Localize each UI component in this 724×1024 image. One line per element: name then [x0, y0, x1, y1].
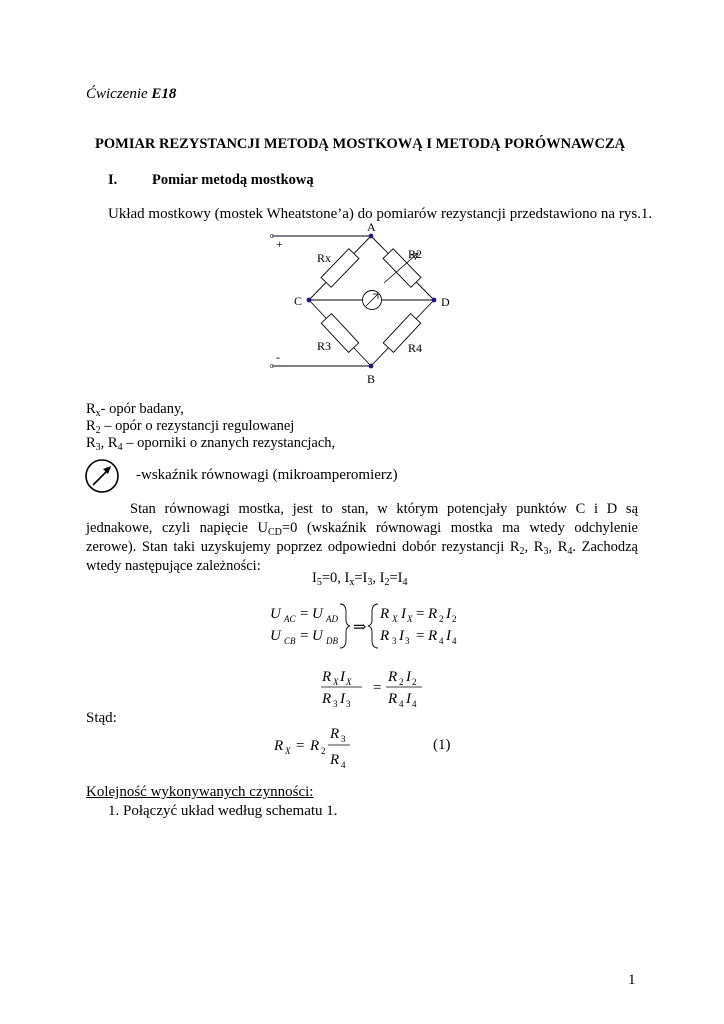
svg-text:3: 3 — [392, 636, 397, 646]
svg-text:U: U — [312, 628, 323, 644]
stad-label: Stąd: — [86, 710, 117, 726]
svg-text:R: R — [330, 726, 340, 742]
svg-text:3: 3 — [333, 699, 338, 709]
svg-text:X: X — [333, 677, 339, 687]
svg-text:I: I — [399, 628, 404, 644]
svg-text:U: U — [270, 606, 281, 622]
svg-text:R: R — [322, 691, 332, 707]
equation-number: (1) — [433, 737, 451, 753]
svg-text:=: = — [300, 606, 309, 622]
svg-text:I: I — [406, 691, 411, 707]
svg-text:2: 2 — [412, 677, 417, 687]
svg-text:U: U — [312, 606, 323, 622]
exercise-prefix: Ćwiczenie — [86, 86, 152, 102]
galvanometer-icon — [84, 458, 120, 494]
node-a — [369, 234, 374, 239]
svg-text:X: X — [285, 746, 291, 756]
svg-text:R: R — [310, 738, 320, 754]
ratio-equation — [318, 664, 428, 710]
svg-text:R: R — [330, 752, 340, 768]
svg-text:R: R — [274, 738, 284, 754]
current-relations: $I_5=0$, $I_x=I_3$, $I_2=I_4$ — [312, 570, 408, 588]
svg-text:R: R — [380, 606, 390, 622]
svg-text:2: 2 — [321, 746, 326, 756]
svg-text:I: I — [446, 628, 451, 644]
legend-r3-r4: $R_3$, $R_4$ – oporniki o znanych rezystancjach, — [86, 435, 336, 453]
svg-text:=: = — [300, 628, 309, 644]
legend-rx: $R_x-$ opór badany, — [86, 401, 184, 419]
svg-text:3: 3 — [405, 636, 410, 646]
svg-text:AD: AD — [326, 614, 338, 624]
label-c: C — [294, 294, 303, 308]
svg-text:I: I — [401, 606, 406, 622]
section-number: I. — [108, 172, 118, 188]
svg-text:X: X — [392, 614, 398, 624]
svg-text:AC: AC — [284, 614, 296, 624]
svg-text:=: = — [416, 606, 425, 622]
label-plus: + — [276, 237, 283, 251]
svg-text:I: I — [340, 669, 345, 685]
result-equation — [272, 722, 362, 770]
steps-heading: Kolejność wykonywanych czynności: — [86, 784, 314, 800]
svg-text:I: I — [340, 691, 345, 707]
svg-text:3: 3 — [341, 734, 346, 744]
legend-r2: $R_2$ – opór o rezystancji regulowanej — [86, 418, 295, 436]
equation-system — [268, 600, 528, 650]
svg-text:R: R — [428, 606, 438, 622]
label-a: A — [367, 220, 376, 234]
page-title: POMIAR REZYSTANCJI METODĄ MOSTKOWĄ I METODĄ PORÓWNAWCZĄ — [95, 136, 626, 152]
svg-text:R: R — [322, 669, 332, 685]
svg-text:4: 4 — [341, 760, 346, 770]
svg-text:X: X — [346, 677, 352, 687]
label-r2: R2 — [408, 247, 423, 261]
svg-text:R: R — [388, 669, 398, 685]
svg-text:=: = — [296, 738, 305, 754]
svg-text:4: 4 — [399, 699, 404, 709]
svg-text:4: 4 — [412, 699, 417, 709]
svg-text:I: I — [446, 606, 451, 622]
svg-text:2: 2 — [439, 614, 444, 624]
node-b — [369, 364, 374, 369]
exercise-code: E18 — [151, 86, 177, 102]
svg-text:2: 2 — [399, 677, 404, 687]
svg-text:⇒: ⇒ — [353, 619, 367, 636]
svg-text:R: R — [388, 691, 398, 707]
label-r4: R4 — [408, 341, 423, 355]
steps-item: 1. Połączyć układ według schematu 1. — [108, 803, 338, 819]
svg-text:=: = — [416, 628, 425, 644]
label-r3: R3 — [317, 339, 332, 353]
intro-text: Układ mostkowy (mostek Wheatstone’a) do pomiarów rezystancji przedstawiono na rys.1. — [108, 206, 653, 222]
svg-text:U: U — [270, 628, 281, 644]
svg-text:3: 3 — [346, 699, 351, 709]
wheatstone-bridge-diagram — [0, 0, 724, 400]
svg-text:I: I — [406, 669, 411, 685]
svg-text:=: = — [373, 680, 382, 696]
node-c — [307, 298, 312, 303]
svg-text:4: 4 — [439, 636, 444, 646]
label-d: D — [441, 295, 450, 309]
svg-text:4: 4 — [452, 636, 457, 646]
page-number: 1 — [628, 972, 636, 988]
label-rx: Rx — [317, 251, 332, 265]
node-d — [432, 298, 437, 303]
svg-text:CB: CB — [284, 636, 296, 646]
svg-text:R: R — [428, 628, 438, 644]
svg-text:R: R — [380, 628, 390, 644]
svg-text:DB: DB — [326, 636, 338, 646]
label-minus: - — [276, 350, 280, 364]
galvanometer-symbol — [363, 291, 382, 310]
svg-text:X: X — [407, 614, 413, 624]
equilibrium-paragraph: Stan równowagi mostka, jest to stan, w którym potencjały punktów C i D są jednakowe, czyli napięcie $U_{CD}=0$ (wskaźnik równowagi mostka ma wtedy odchylenie zerowe). Stan taki uzyskujemy poprzez odpowiedni dobór rezystancji $R_2$, $R_3$, $R_4$. Zachodzą wtedy następujące zależności: — [86, 501, 638, 574]
svg-text:2: 2 — [452, 614, 457, 624]
legend-meter-text: -wskaźnik równowagi (mikroamperomierz) — [136, 467, 398, 483]
section-title: Pomiar metodą mostkową — [152, 172, 314, 188]
label-b: B — [367, 372, 376, 386]
